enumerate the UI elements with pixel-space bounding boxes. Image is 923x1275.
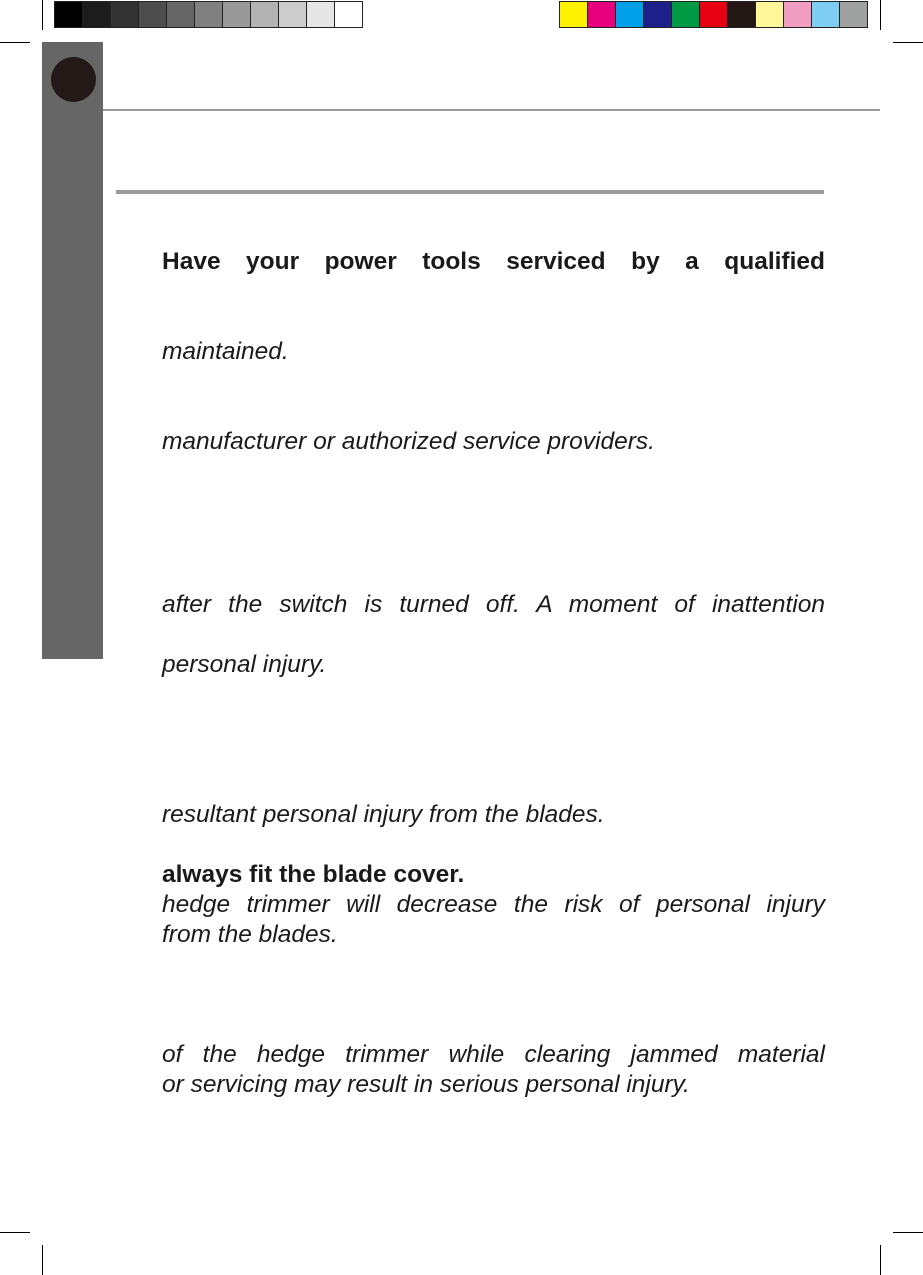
crop-mark [893,1232,923,1233]
color-swatch-4 [644,2,672,27]
text-line-8: hedge trimmer will decrease the risk of personal injury [162,891,825,918]
color-swatch-9 [784,2,812,27]
color-swatch-6 [700,2,728,27]
text-line-5: personal injury. [162,651,327,678]
header-rule [103,109,880,111]
text-line-11: or servicing may result in serious personal injury. [162,1071,690,1098]
text-line-3: manufacturer or authorized service providers. [162,428,655,455]
text-line-2: maintained. [162,338,289,365]
gray-swatch-3 [111,2,139,27]
color-swatch-3 [616,2,644,27]
text-line-9: from the blades. [162,921,338,948]
gray-swatch-11 [335,2,362,27]
crop-mark [42,0,43,30]
gray-swatch-1 [55,2,83,27]
color-swatch-2 [588,2,616,27]
color-swatch-7 [728,2,756,27]
color-swatch-8 [756,2,784,27]
color-swatch-1 [560,2,588,27]
gray-swatch-6 [195,2,223,27]
text-line-10: of the hedge trimmer while clearing jammed material [162,1041,825,1068]
color-swatch-11 [840,2,867,27]
side-tab [42,42,103,659]
gray-swatch-4 [139,2,167,27]
gray-swatch-2 [83,2,111,27]
crop-mark [880,1245,881,1275]
crop-mark [42,1245,43,1275]
color-calibration-bar [559,1,868,28]
text-line-1: Have your power tools serviced by a qualified [162,248,825,275]
color-swatch-5 [672,2,700,27]
crop-mark [0,42,30,43]
text-line-4: after the switch is turned off. A moment of inattention [162,591,825,618]
gray-swatch-7 [223,2,251,27]
gray-swatch-5 [167,2,195,27]
section-marker-dot [51,57,96,102]
crop-mark [0,1232,30,1233]
color-swatch-10 [812,2,840,27]
grayscale-calibration-bar [54,1,363,28]
gray-swatch-8 [251,2,279,27]
gray-swatch-9 [279,2,307,27]
crop-mark [893,42,923,43]
crop-mark [880,0,881,30]
text-line-7: always fit the blade cover. [162,861,465,888]
section-rule [116,190,824,194]
gray-swatch-10 [307,2,335,27]
text-line-6: resultant personal injury from the blades. [162,801,605,828]
